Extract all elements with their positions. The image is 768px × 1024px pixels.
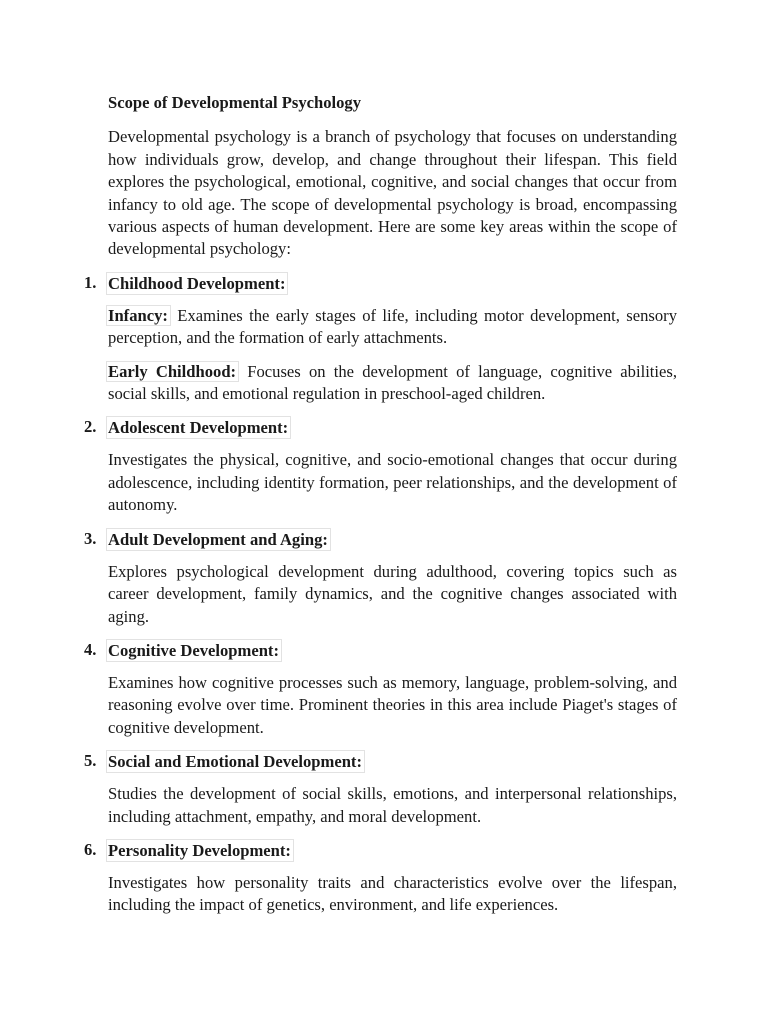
- section-heading: [84, 528, 677, 550]
- section-body: Explores psychological development during adulthood, covering topics such as career development, family dynamics, and the cognitive changes associated with aging.: [108, 561, 677, 626]
- section-heading: [84, 416, 677, 438]
- section-title: Cognitive Development:: [106, 639, 282, 662]
- subsection-text: Examines the early stages of life, including motor development, sensory perception, and the formation of early attachments.: [108, 305, 677, 348]
- section-heading: [84, 839, 677, 861]
- section-heading: [84, 639, 677, 661]
- section-number: 3.: [84, 528, 97, 548]
- section-title: Adult Development and Aging:: [106, 528, 331, 551]
- document-page: [84, 92, 677, 928]
- section-heading: [84, 272, 677, 294]
- intro-paragraph: Developmental psychology is a branch of psychology that focuses on understanding how individuals grow, develop, and change throughout their lifespan. This field explores the psychological, emotional, cognitive, and social changes that occur from infancy to old age. The scope of developmental psychology is broad, encompassing various aspects of human development. Here are some key areas within the scope of developmental psychology:: [108, 127, 677, 259]
- section-title: Personality Development:: [106, 839, 294, 862]
- subsection-label: Early Childhood:: [106, 361, 239, 382]
- section-body: Studies the development of social skills, emotions, and interpersonal relationships, including attachment, empathy, and moral development.: [108, 784, 677, 826]
- section-number: 4.: [84, 639, 97, 659]
- section-title: Adolescent Development:: [106, 416, 291, 439]
- section-number: 2.: [84, 417, 97, 437]
- section-number: 5.: [84, 751, 97, 771]
- section-title: Childhood Development:: [106, 272, 288, 295]
- subsection-paragraph: [108, 361, 677, 406]
- section-body: Investigates how personality traits and characteristics evolve over the lifespan, including the impact of genetics, environment, and life experiences.: [108, 872, 677, 915]
- section-title: Social and Emotional Development:: [106, 750, 365, 773]
- subsection-label: Infancy:: [106, 305, 171, 326]
- section-body: Examines how cognitive processes such as memory, language, problem-solving, and reasoning evolve over time. Prominent theories in this area include Piaget's stages of cognitive development.: [108, 672, 677, 737]
- section-heading: [84, 750, 677, 772]
- subsection-paragraph: [108, 305, 677, 350]
- document-title: Scope of Developmental Psychology: [108, 93, 362, 112]
- section-number: 6.: [84, 839, 97, 859]
- subsection-text: Focuses on the development of language, cognitive abilities, social skills, and emotional regulation in preschool-aged children.: [108, 361, 677, 404]
- section-number: 1.: [84, 272, 97, 292]
- section-body: Investigates the physical, cognitive, and socio-emotional changes that occur during adolescence, including identity formation, peer relationships, and the development of autonomy.: [108, 450, 677, 515]
